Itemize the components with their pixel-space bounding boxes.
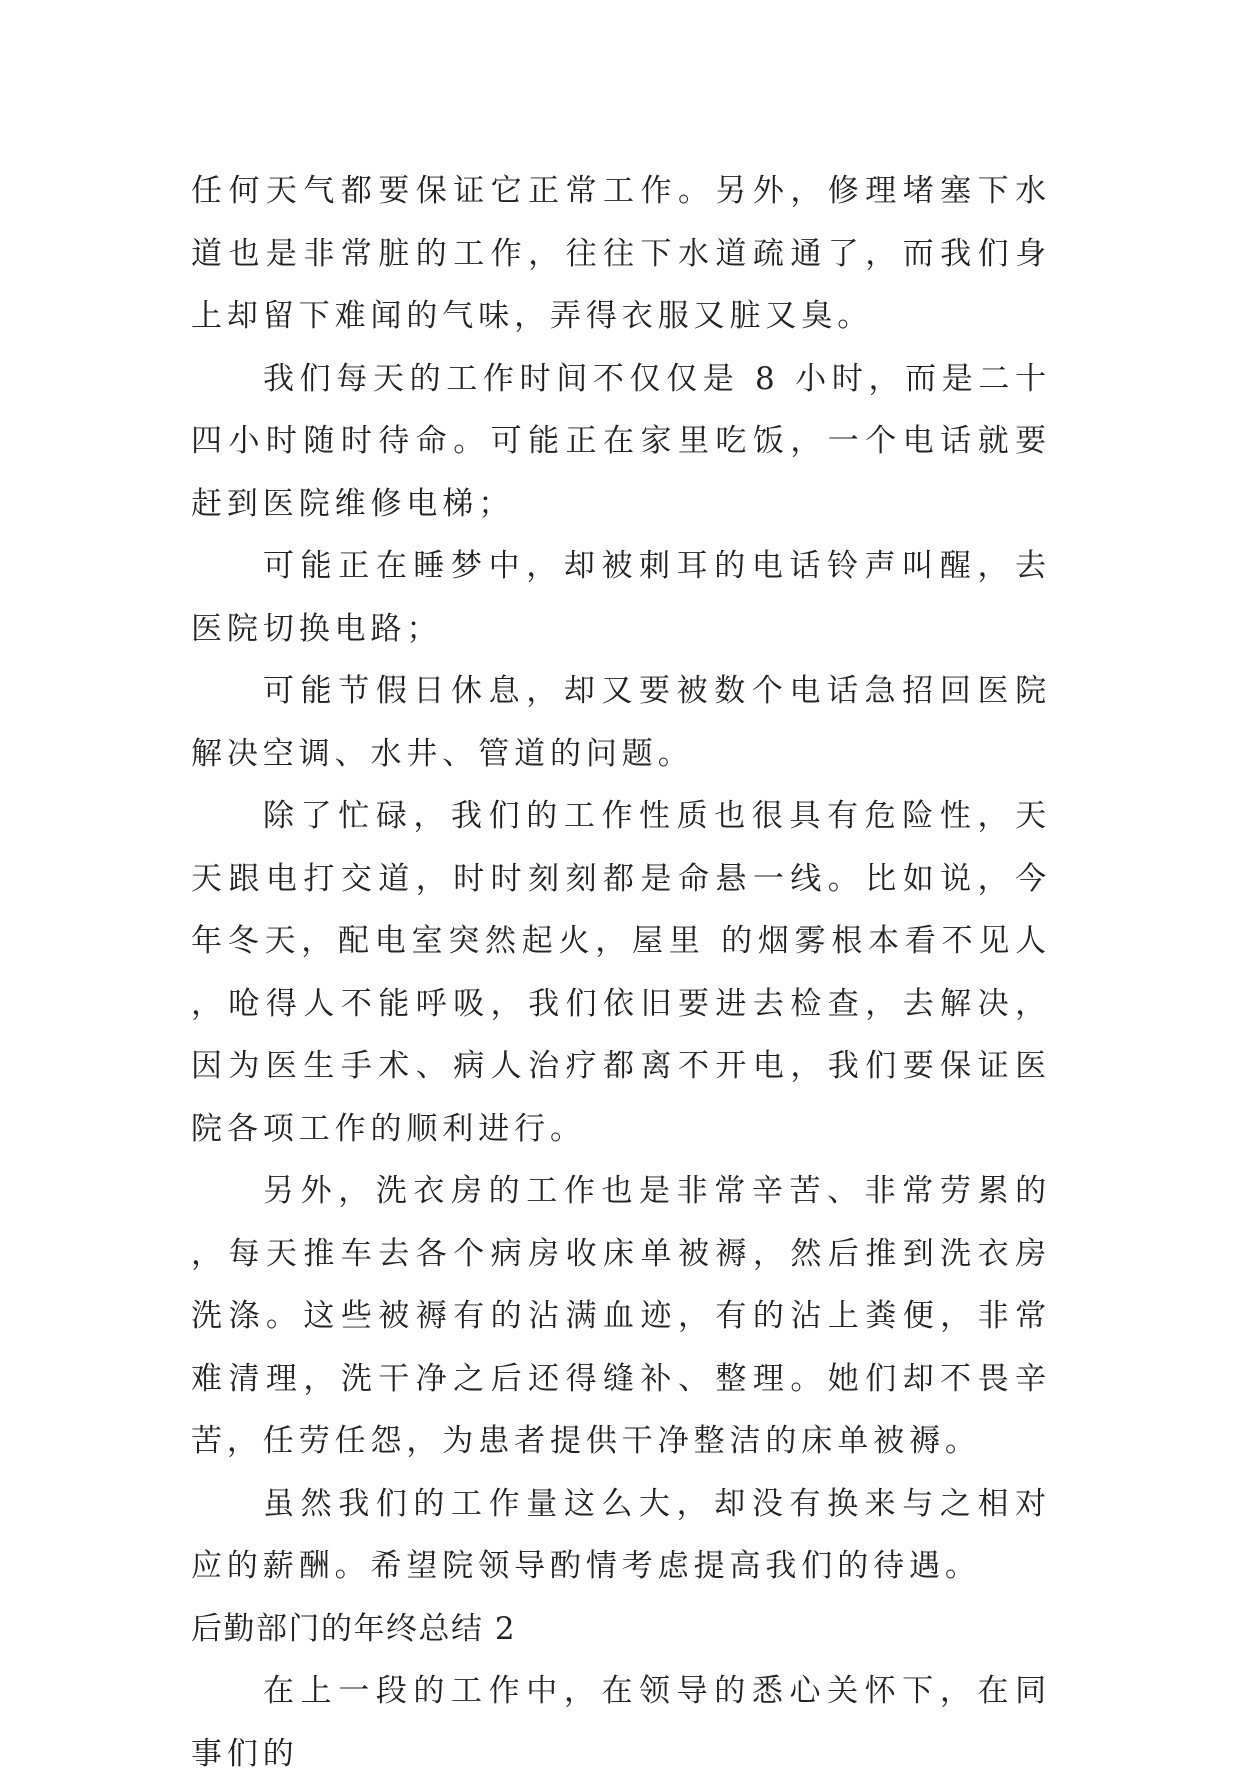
section-heading: 后勤部门的年终总结 2 (191, 1610, 517, 1647)
paragraph-section-2-start: 在上一段的工作中，在领导的悉心关怀下，在同事们的 (191, 1673, 1051, 1772)
paragraph-holiday-calls: 可能节假日休息，却又要被数个电话急招回医院解决空调、水井、管道的问题。 (191, 673, 1051, 772)
paragraph-work-hours: 我们每天的工作时间不仅仅是 8 小时，而是二十四小时随时待命。可能正在家里吃饭，一个电话就要赶到医院维修电梯； (191, 360, 1051, 522)
paragraph-danger: 除了忙碌，我们的工作性质也很具有危险性，天天跟电打交道，时时刻刻都是命悬一线。比如说，今年冬天，配电室突然起火，屋里 的烟雾根本看不见人，呛得人不能呼吸，我们依旧要进去检查，去解决，因为医生手术、病人治疗都离不开电，我们要保证医院各项工作的顺利进行。 (191, 798, 1051, 1147)
paragraph-salary: 虽然我们的工作量这么大，却没有换来与之相对应的薪酬。希望院领导酌情考虑提高我们的待遇。 (191, 1485, 1051, 1584)
paragraph-sleep-interrupt: 可能正在睡梦中，却被刺耳的电话铃声叫醒，去医院切换电路； (191, 548, 1051, 647)
paragraph-continuation: 任何天气都要保证它正常工作。另外，修理堵塞下水道也是非常脏的工作，往往下水道疏通了，而我们身上却留下难闻的气味，弄得衣服又脏又臭。 (191, 173, 1051, 334)
document-page (191, 160, 1051, 1785)
paragraph-laundry: 另外，洗衣房的工作也是非常辛苦、非常劳累的，每天推车去各个病房收床单被褥，然后推到洗衣房洗涤。这些被褥有的沾满血迹，有的沾上粪便，非常难清理，洗干净之后还得缝补、整理。她们却不畏辛苦，任劳任怨，为患者提供干净整洁的床单被褥。 (191, 1173, 1051, 1459)
